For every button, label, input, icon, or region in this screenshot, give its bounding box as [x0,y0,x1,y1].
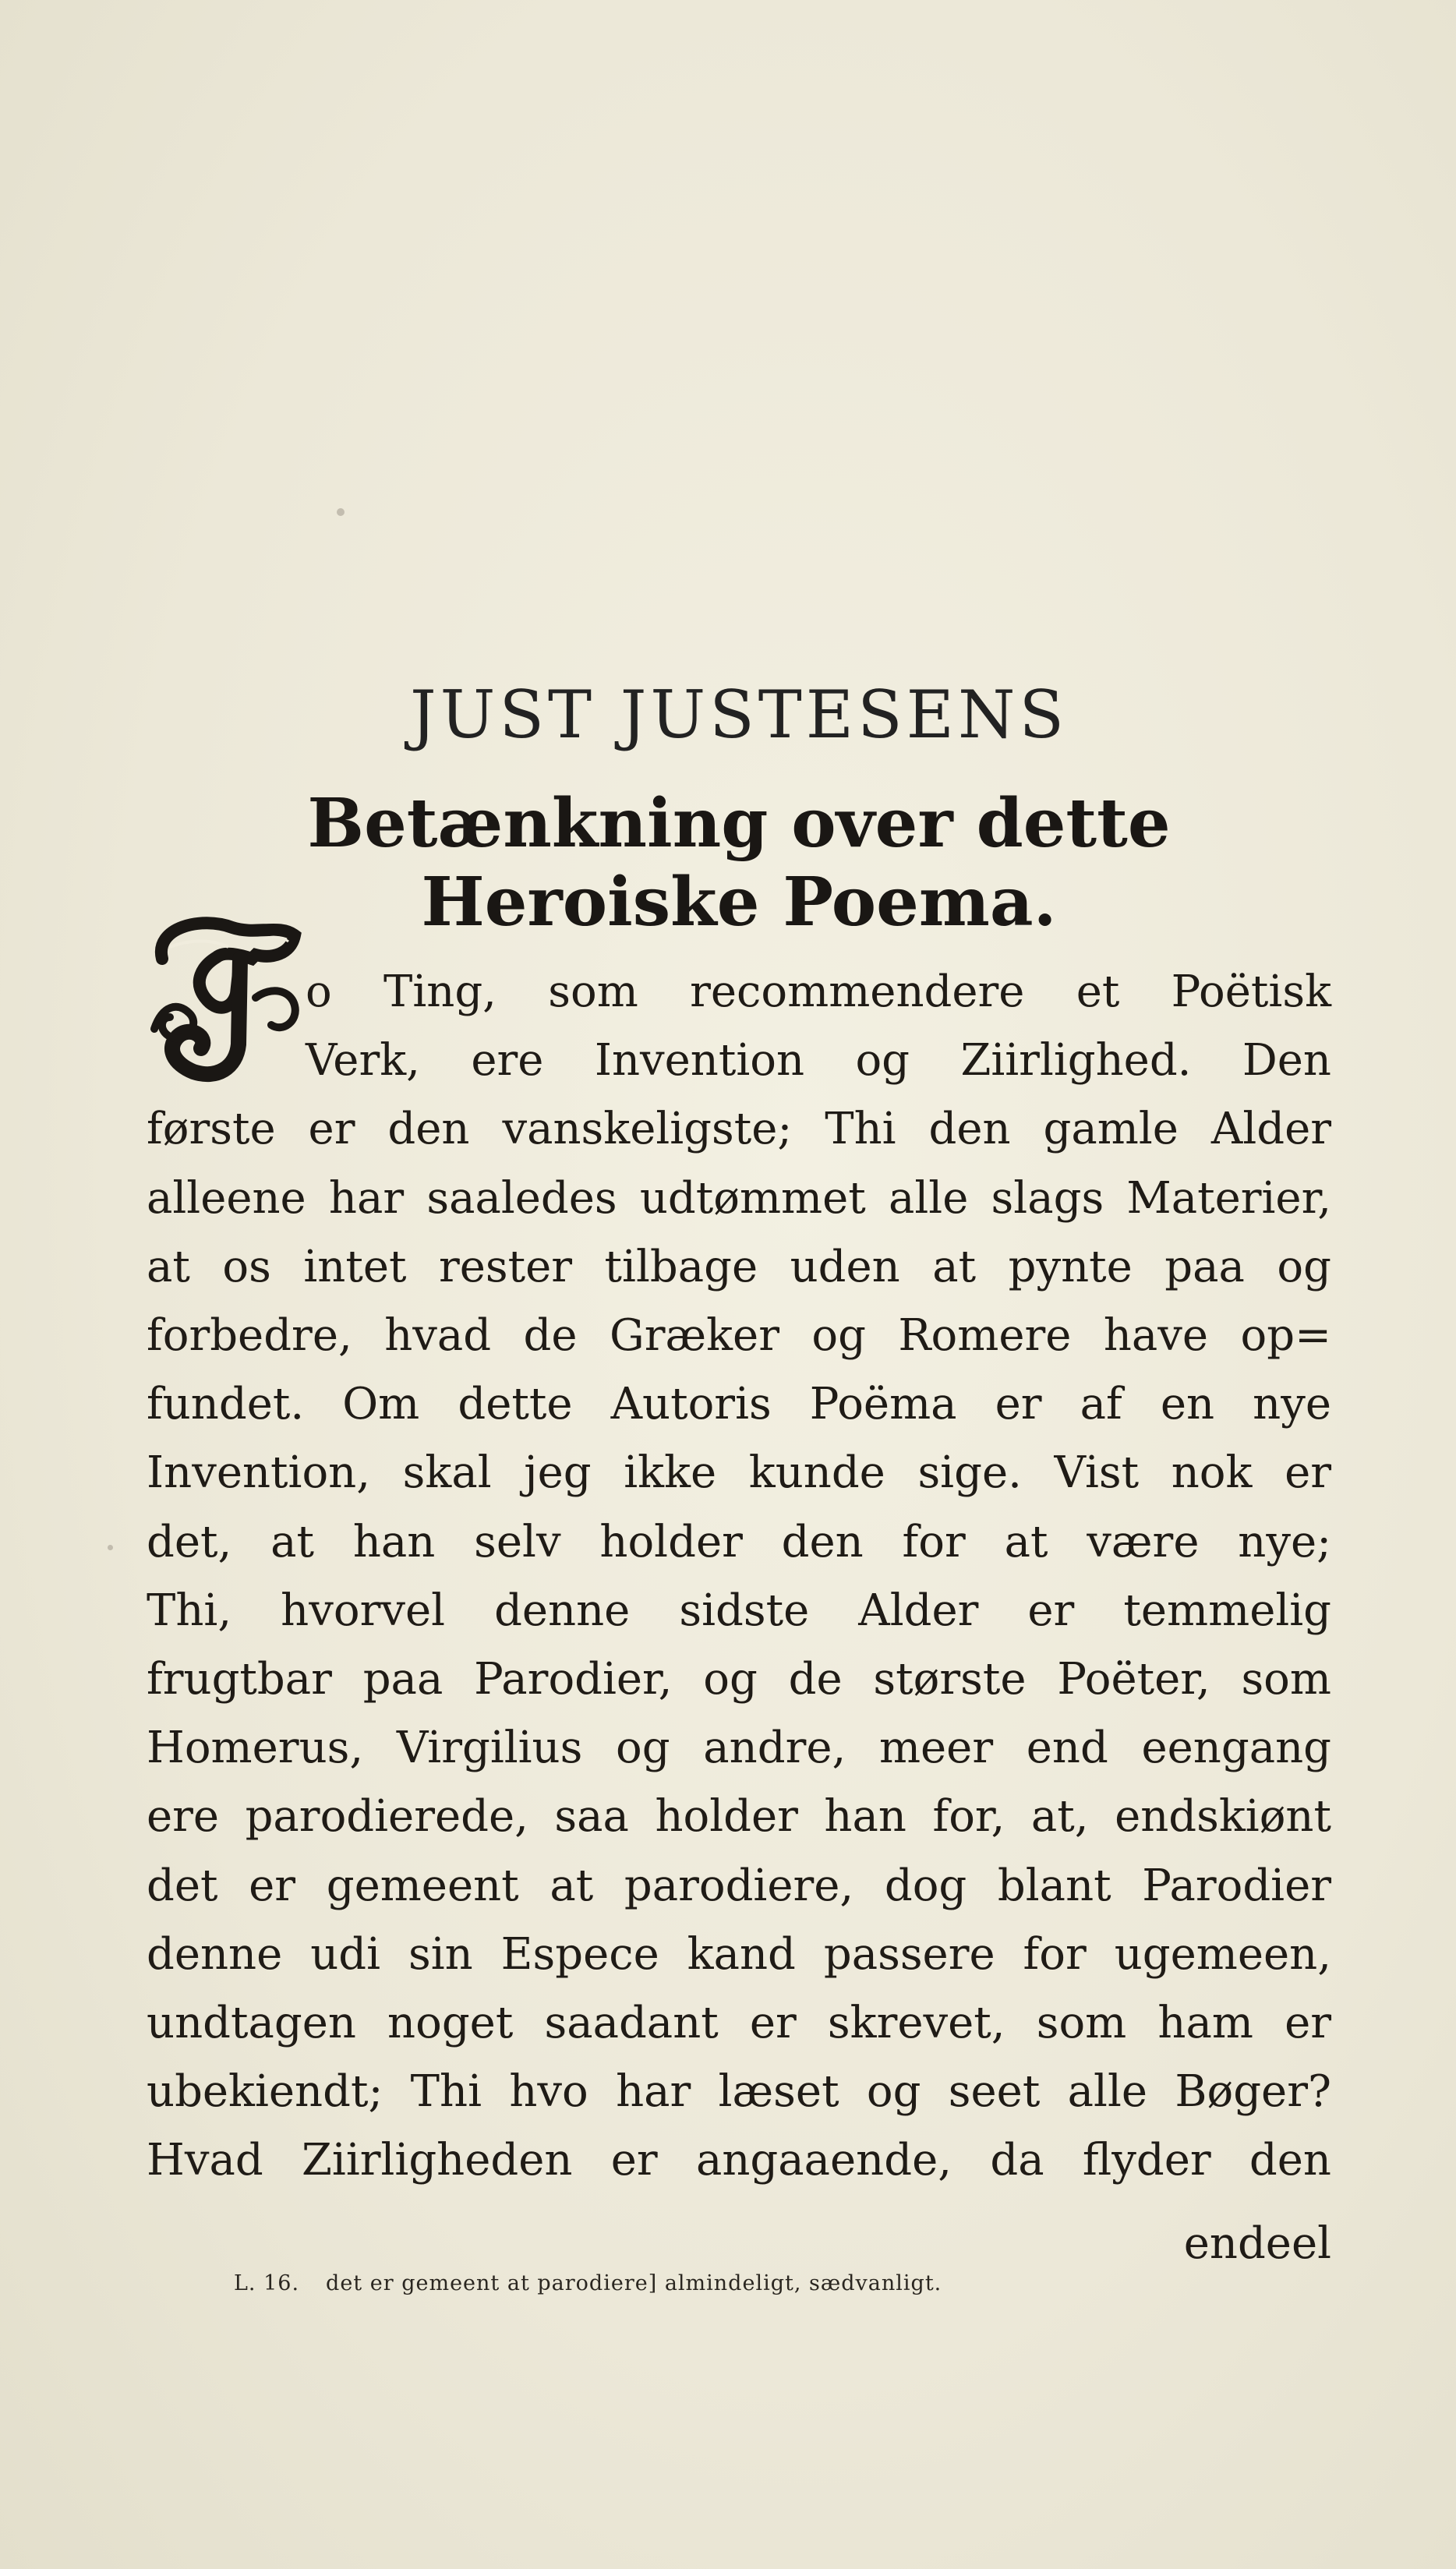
body-line: undtagen noget saadant er skrevet, som ham er [147,1998,1331,2048]
body-line: Invention, skal jeg ikke kunde sige. Vist nok er [147,1447,1331,1498]
body-line: det er gemeent at parodiere, dog blant Parodier [147,1860,1331,1911]
body-line: frugtbar paa Parodier, og de største Poëter, som [147,1654,1331,1705]
page-title: JUST JUSTESENS [409,677,1068,753]
footnote-reference: L. 16. [234,2271,300,2295]
body-line: fundet. Om dette Autoris Poëma er af en nye [147,1379,1331,1429]
body-line: første er den vanskeligste; Thi den gamle Alder [147,1104,1331,1154]
drop-cap-ornament [147,912,302,1091]
body-line: det, at han selv holder den for at være nye; [147,1517,1331,1567]
footnote-text: det er gemeent at parodiere] almindeligt, sædvanligt. [326,2271,942,2295]
body-line: ubekiendt; Thi hvo har læset og seet alle Bøger? [147,2066,1331,2117]
body-line: Thi, hvorvel denne sidste Alder er temmelig [147,1585,1331,1636]
body-line: forbedre, hvad de Græker og Romere have op= [147,1310,1331,1361]
paper-blemish [108,1545,113,1550]
body-line: Homerus, Virgilius og andre, meer end eengang [147,1723,1331,1773]
body-line: alleene har saaledes udtømmet alle slags Materier, [147,1173,1331,1224]
footnote [234,2271,942,2295]
catchword: endeel [1183,2218,1331,2269]
body-line: ere parodierede, saa holder han for, at, endskiønt [147,1791,1331,1842]
body-line: denne udi sin Espece kand passere for ugemeen, [147,1929,1331,1980]
body-line: o Ting, som recommendere et Poëtisk [306,966,1331,1017]
body-line: Verk, ere Invention og Ziirlighed. Den [306,1035,1331,1086]
drop-cap-letter: T [224,1029,225,1030]
body-line: at os intet rester tilbage uden at pynte paa og [147,1242,1331,1292]
paper-blemish [337,508,345,516]
page-subtitle: Betænkning over dette Heroiske Poema. [307,784,1171,942]
body-line: Hvad Ziirligheden er angaaende, da flyder den [147,2135,1331,2186]
